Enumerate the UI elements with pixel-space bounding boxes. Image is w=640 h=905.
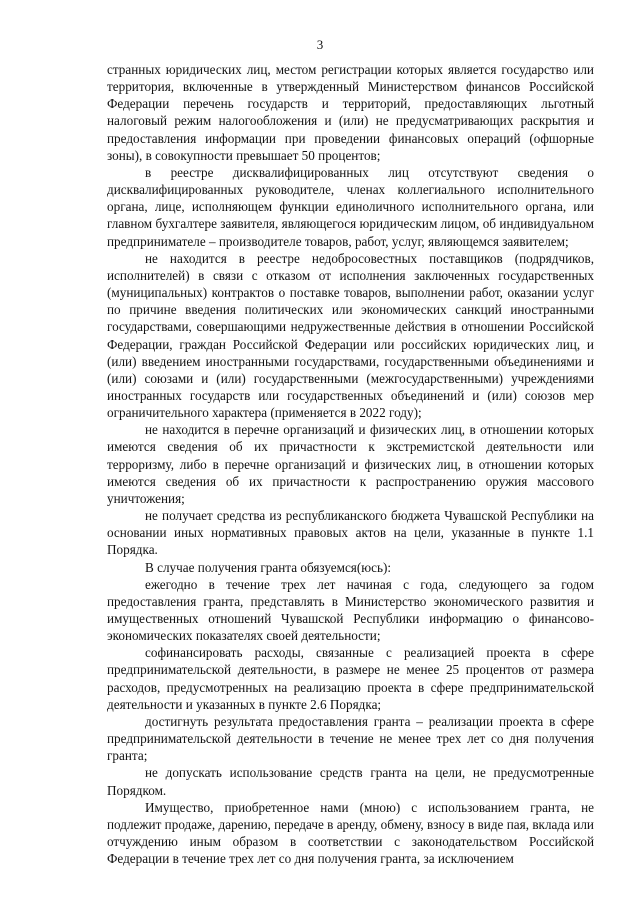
paragraph: не получает средства из республиканского бюджета Чувашской Республики на основании иных нормативных правовых актов на цели, указанные в пункте 1.1 Порядка. [107,508,594,558]
paragraph: не находится в реестре недобросовестных поставщиков (подрядчиков, исполнителей) в связи с отказом от исполнения заключенных государственных (муниципальных) контрактов о поставке товаров, выполнении работ, оказании услуг по причине введения политических или экономических санкций иностранными государствами, совершающими недружественные действия в отношении Российской Федерации, граждан Российской Федерации или российских юридических лиц, и (или) введением иностранными государствами, государственными объединениями и (или) союзами и (или) государственными (межгосударственными) учреждениями иностранных государств или государственных объединений и (или) союзов мер ограничительного характера (применяется в 2022 году); [107,250,594,421]
document-body [107,61,594,867]
paragraph: Имущество, приобретенное нами (мною) с использованием гранта, не подлежит продаже, дарению, передаче в аренду, обмену, взносу в виде пая, вклада или отчуждению иным образом в соответствии с законодательством Российской Федерации в течение трех лет со дня получения гранта, за исключением [107,799,594,867]
paragraph: не находится в перечне организаций и физических лиц, в отношении которых имеются сведения об их причастности к экстремистской деятельности или терроризму, либо в перечне организаций и физических лиц, в отношении которых имеются сведения об их причастности к распространению оружия массового уничтожения; [107,422,594,506]
paragraph-continuation: странных юридических лиц, местом регистрации которых является государство или территория, включенные в утвержденный Министерством финансов Российской Федерации перечень государств и территорий, предоставляющих льготный налоговый режим налогообложения и (или) не предусматривающих раскрытия и предоставления информации при проведении финансовых операций (офшорные зоны), в совокупности превышает 50 процентов; [107,62,594,163]
paragraph: достигнуть результата предоставления гранта – реализации проекта в сфере предпринимательской деятельности в течение не менее трех лет со дня получения гранта; [107,713,594,764]
page-number: 3 [316,37,324,52]
paragraph: софинансировать расходы, связанные с реализацией проекта в сфере предпринимательской деятельности, в размере не менее 25 процентов от размера расходов, предусмотренных на реализацию проекта в сфере предпринимательской деятельности и указанных в пункте 2.6 Порядка; [107,645,594,712]
paragraph: ежегодно в течение трех лет начиная с года, следующего за годом предоставления гранта, представлять в Министерство экономического развития и имущественных отношений Чувашской Республики информацию о финансово-экономических показателях своей деятельности; [107,576,594,644]
paragraph: в реестре дисквалифицированных лиц отсутствуют сведения о дисквалифицированных руководителе, членах коллегиального исполнительного органа, лице, исполняющем функции единоличного исполнительного органа, или главном бухгалтере заявителя, являющегося юридическим лицом, об индивидуальном предпринимателе – производителе товаров, работ, услуг, являющемся заявителем; [107,164,594,249]
paragraph: не допускать использование средств гранта на цели, не предусмотренные Порядком. [107,765,594,798]
paragraph: В случае получения гранта обязуемся(юсь): [145,559,392,575]
